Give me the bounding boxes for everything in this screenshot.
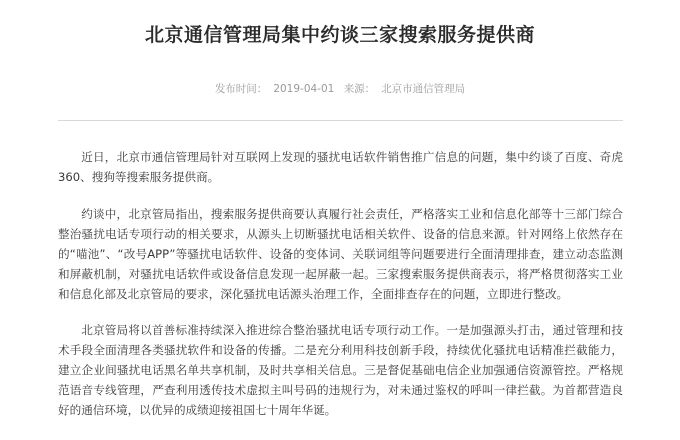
article-title: 北京通信管理局集中约谈三家搜索服务提供商 [144, 24, 535, 46]
source-label: 来源： [343, 83, 376, 95]
publish-time-label: 发布时间： [214, 83, 268, 95]
source-name: 北京市通信管理局 [381, 83, 466, 95]
article-paragraph-1: 近日，北京市通信管理局针对互联网上发现的骚扰电话软件销售推广信息的问题，集中约谈了百度、奇虎360、搜狗等搜索服务提供商。 [58, 150, 623, 184]
article-paragraph-3: 北京管局将以首善标准持续深入推进综合整治骚扰电话专项行动工作。一是加强源头打击，通过管理和技术手段全面清理各类骚扰软件和设备的传播。二是充分利用科技创新手段，持续优化骚扰电话精准拦截能力，建立企业间骚扰电话黑名单共享机制，及时共享相关信息。三是督促基础电信企业加强通信资源管控。严格规范语音专线管理，严查利用透传技术虚拟主叫号码的违规行为，对未通过鉴权的呼叫一律拦截。为首都营造良好的通信环境，以优异的成绩迎接祖国七十周年华诞。 [58, 323, 623, 417]
title-divider [58, 120, 623, 121]
article-paragraph-2: 约谈中，北京管局指出，搜索服务提供商要认真履行社会责任，严格落实工业和信息化部等十三部门综合整治骚扰电话专项行动的相关要求，从源头上切断骚扰电话相关软件、设备的信息来源。针对网络上依然存在的“喵池”、“改号APP”等骚扰电话软件、设备的变体词、关联词组等问题要进行全面清理排查，建立动态监测和屏蔽机制，对骚扰电话软件或设备信息发现一起屏蔽一起。三家搜索服务提供商表示，将严格贯彻落实工业和信息化部及北京管局的要求，深化骚扰电话源头治理工作，全面排查存在的问题，立即进行整改。 [58, 207, 623, 301]
article-meta [0, 81, 680, 96]
publish-date: 2019-04-01 [273, 83, 335, 95]
